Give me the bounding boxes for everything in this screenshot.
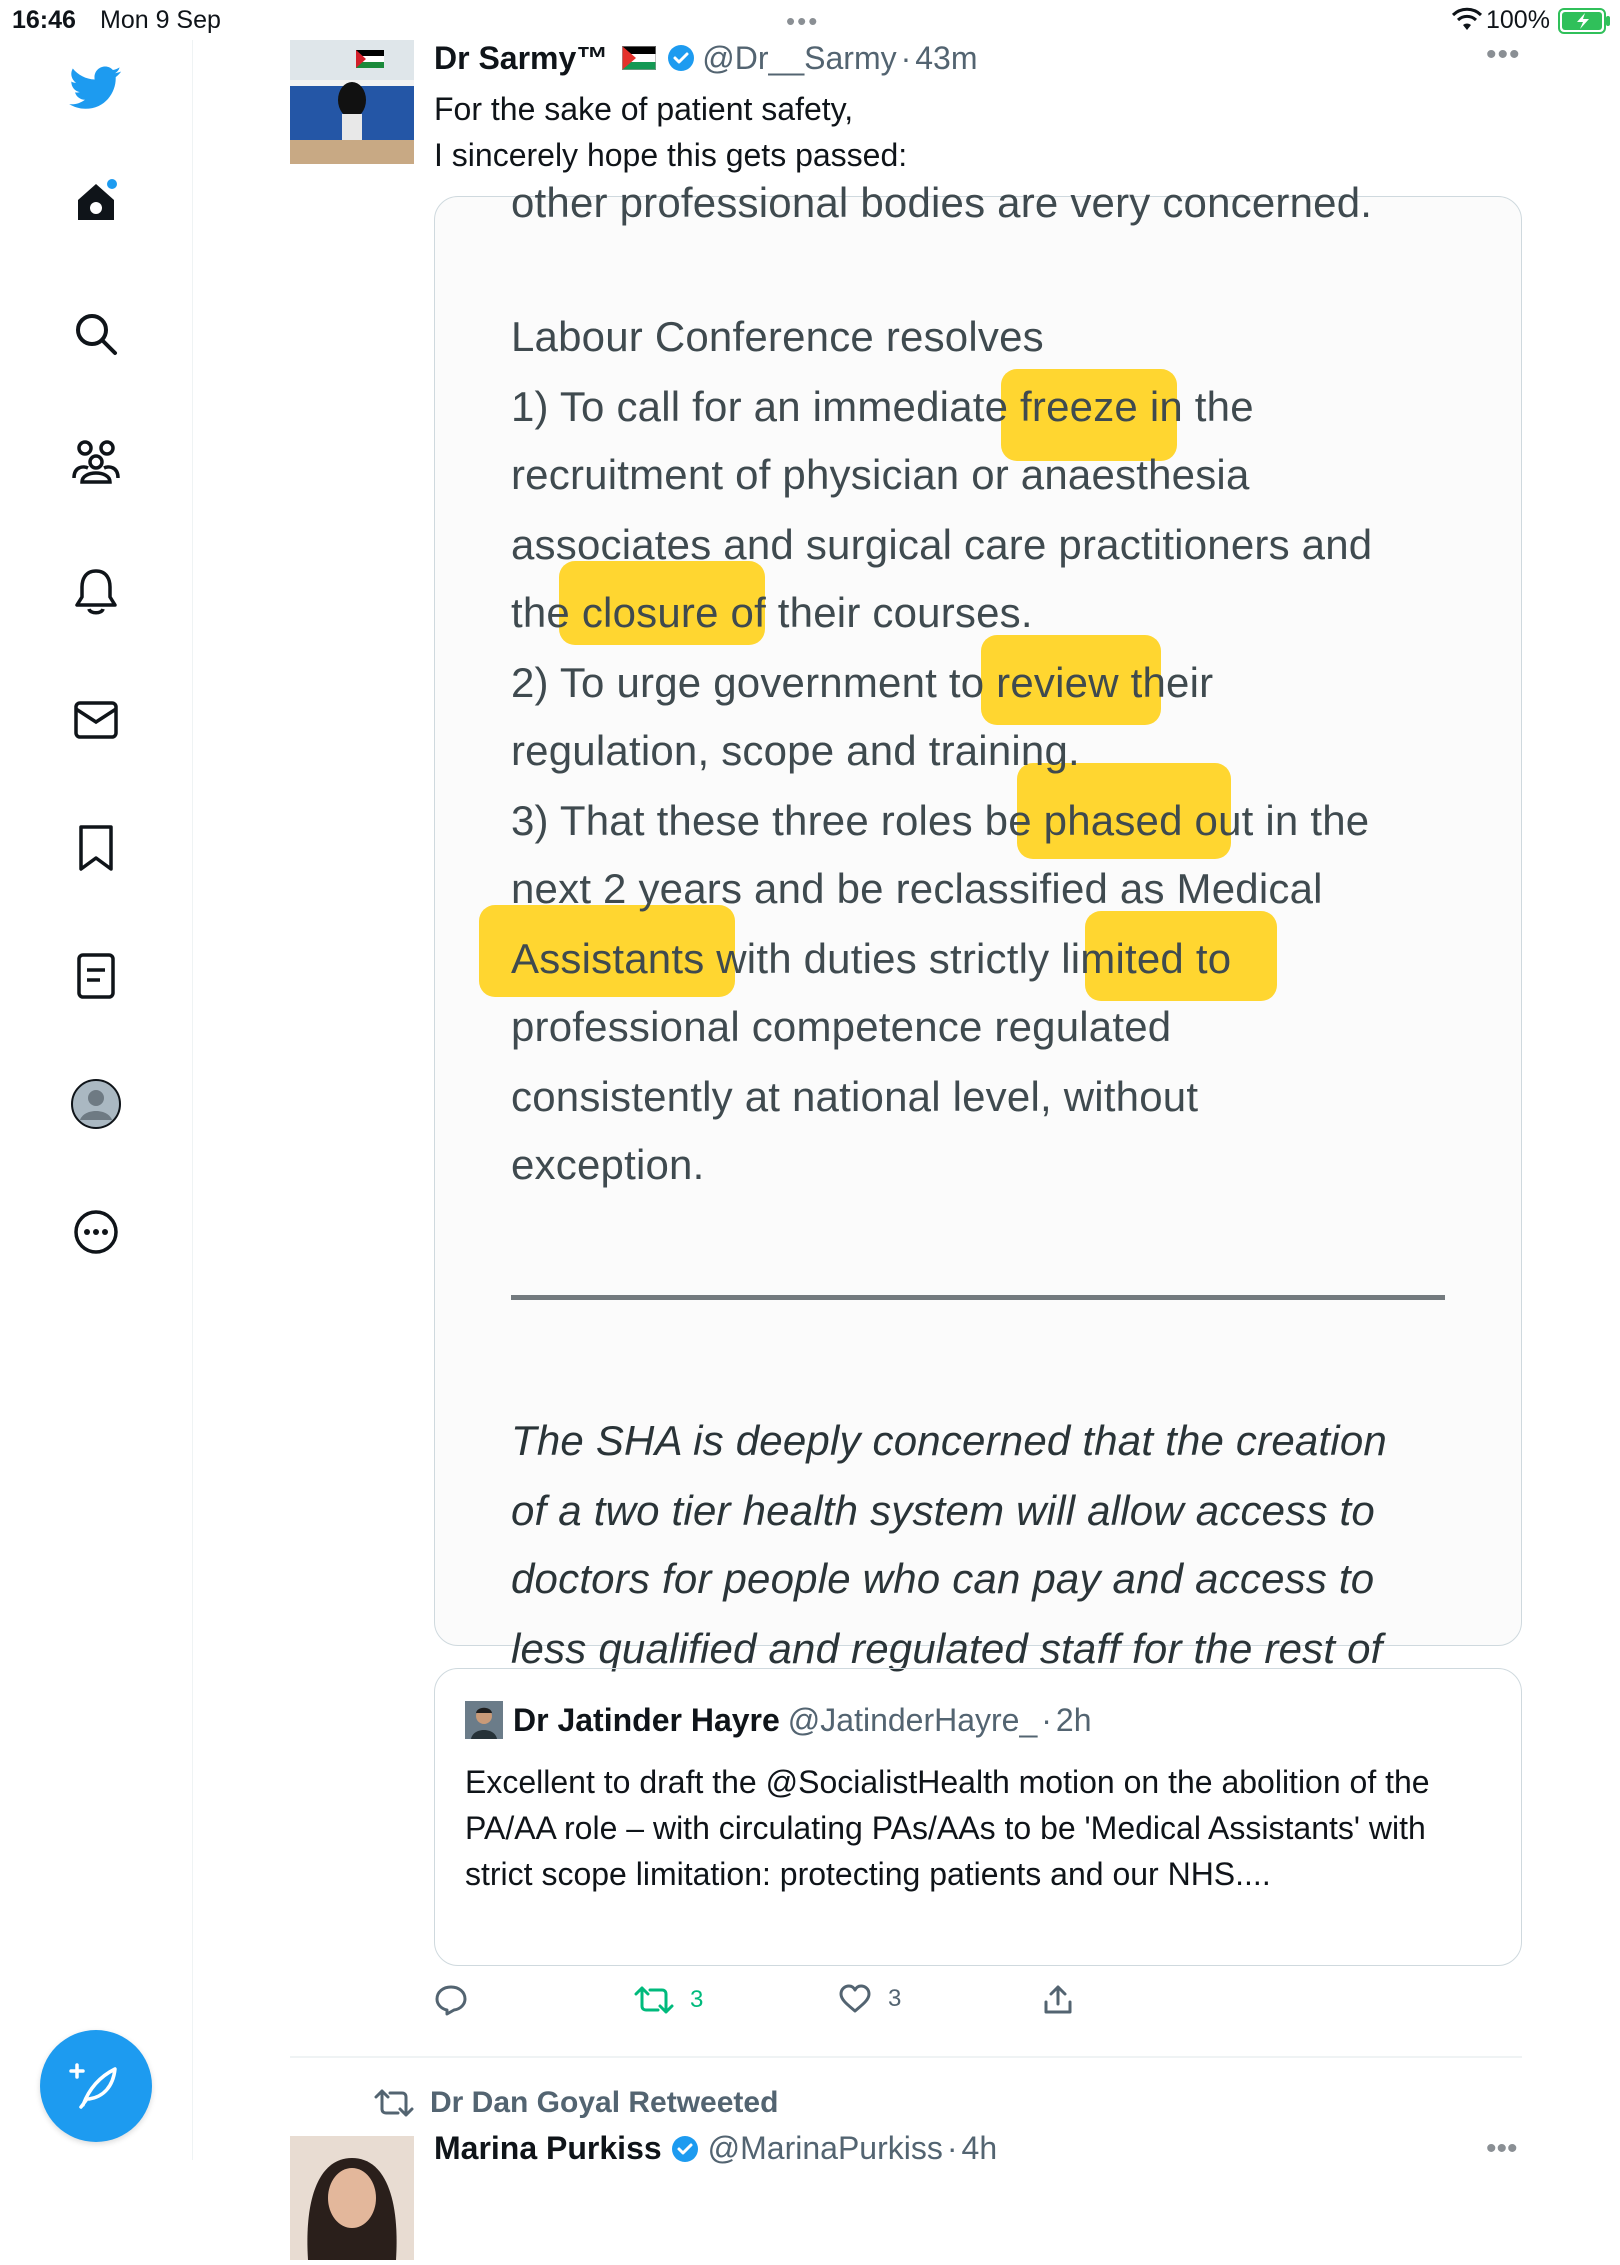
compose-tweet-button[interactable] xyxy=(40,2030,152,2142)
doc-line: exception. xyxy=(511,1141,705,1188)
heart-icon xyxy=(838,1984,872,2014)
battery-icon xyxy=(1558,8,1612,41)
doc-line: regulation, scope and training. xyxy=(511,727,1080,774)
author-name[interactable]: Dr Sarmy™ xyxy=(434,39,609,76)
doc-line: 3) That these three roles be phased out in the xyxy=(511,797,1370,844)
header-separator: · xyxy=(900,39,912,76)
quoted-author-handle[interactable]: @JatinderHayre_ xyxy=(787,1701,1038,1738)
notifications-icon[interactable] xyxy=(70,566,122,618)
doc-line: The SHA is deeply concerned that the creation xyxy=(511,1417,1387,1464)
tweet-actions xyxy=(434,1984,1534,2032)
next-separator: · xyxy=(946,2130,958,2166)
tweet-time[interactable]: 43m xyxy=(915,39,978,76)
tweet-divider xyxy=(290,2056,1522,2058)
multitasking-dots[interactable]: ••• xyxy=(786,6,820,36)
status-time: 16:46 xyxy=(12,6,76,34)
quoted-tweet-header xyxy=(465,1701,1092,1739)
more-options-icon[interactable] xyxy=(70,1206,122,1258)
quoted-tweet-time: 2h xyxy=(1055,1701,1092,1738)
retweet-context[interactable] xyxy=(374,2086,778,2120)
doc-line: other professional bodies are very concerned. xyxy=(511,179,1373,226)
next-tweet-time[interactable]: 4h xyxy=(961,2130,998,2166)
lists-icon[interactable] xyxy=(70,950,122,1002)
retweet-count: 3 xyxy=(690,1986,704,2013)
doc-line: next 2 years and be reclassified as Medical xyxy=(511,865,1323,912)
tweet-header xyxy=(434,36,978,80)
tweet-text-line: For the sake of patient safety, xyxy=(434,91,854,127)
wifi-icon xyxy=(1452,8,1482,39)
reply-button[interactable] xyxy=(434,1984,468,2016)
author-handle[interactable]: @Dr__Sarmy xyxy=(702,39,897,76)
retweet-icon xyxy=(634,1984,674,2016)
doc-line: Assistants with duties strictly limited to xyxy=(511,935,1232,982)
retweet-button[interactable] xyxy=(634,1984,703,2016)
feather-plus-icon xyxy=(69,2059,123,2113)
tweet-media-image[interactable] xyxy=(434,179,1522,1672)
tweet-more-button[interactable]: ••• xyxy=(1486,38,1521,71)
like-button[interactable] xyxy=(838,1984,901,2014)
doc-line: of a two tier health system will allow access to xyxy=(511,1487,1375,1534)
reply-icon xyxy=(434,1984,468,2016)
author-avatar[interactable] xyxy=(290,40,414,164)
doc-line: consistently at national level, without xyxy=(511,1073,1199,1120)
next-tweet-more-button[interactable]: ••• xyxy=(1486,2132,1518,2165)
next-author-handle[interactable]: @MarinaPurkiss xyxy=(707,2130,943,2166)
tweet-text xyxy=(434,86,1484,178)
doc-line: Labour Conference resolves xyxy=(511,313,1044,360)
status-date: Mon 9 Sep xyxy=(100,6,221,34)
next-author-name[interactable]: Marina Purkiss xyxy=(434,2130,662,2166)
verified-badge-icon xyxy=(666,43,696,73)
doc-line: the closure of their courses. xyxy=(511,589,1033,636)
bookmarks-icon[interactable] xyxy=(70,822,122,874)
sidebar xyxy=(0,40,193,2160)
doc-line: professional competence regulated xyxy=(511,1003,1172,1050)
retweet-context-label: Dr Dan Goyal Retweeted xyxy=(430,2086,779,2119)
retweet-icon xyxy=(374,2087,414,2119)
home-icon[interactable] xyxy=(70,176,122,228)
share-icon xyxy=(1042,1984,1074,2016)
quoted-separator: · xyxy=(1041,1701,1052,1738)
share-button[interactable] xyxy=(1042,1984,1074,2016)
like-count: 3 xyxy=(888,1985,902,2012)
quoted-author-name[interactable]: Dr Jatinder Hayre xyxy=(513,1701,780,1738)
doc-line: 2) To urge government to review their xyxy=(511,659,1214,706)
verified-badge-icon xyxy=(670,2134,700,2164)
palestine-flag-icon xyxy=(622,46,656,70)
next-tweet-header xyxy=(434,2130,997,2167)
search-icon[interactable] xyxy=(70,308,122,360)
communities-icon[interactable] xyxy=(70,436,122,488)
profile-icon[interactable] xyxy=(70,1078,122,1130)
status-bar xyxy=(0,0,1620,40)
battery-percent: 100% xyxy=(1486,6,1550,34)
next-author-avatar[interactable] xyxy=(290,2136,414,2260)
quoted-tweet[interactable] xyxy=(434,1668,1522,1966)
quoted-tweet-text: Excellent to draft the @SocialistHealth motion on the abolition of the PA/AA role – with circulating PAs/AAs to be 'Medical Assistants' with strict scope limitation: protecting patients and our NHS.... xyxy=(465,1764,1430,1892)
messages-icon[interactable] xyxy=(70,694,122,746)
quoted-author-avatar xyxy=(465,1701,503,1739)
doc-line: less qualified and regulated staff for the rest of xyxy=(511,1625,1383,1672)
tweet-text-line: I sincerely hope this gets passed: xyxy=(434,137,908,173)
doc-line: 1) To call for an immediate freeze in the xyxy=(511,383,1254,430)
doc-line: recruitment of physician or anaesthesia xyxy=(511,451,1250,498)
doc-line: doctors for people who can pay and access to xyxy=(511,1555,1375,1602)
doc-divider xyxy=(511,1295,1445,1300)
doc-line: associates and surgical care practitioners and xyxy=(511,521,1373,568)
twitter-logo-icon[interactable] xyxy=(70,62,122,114)
